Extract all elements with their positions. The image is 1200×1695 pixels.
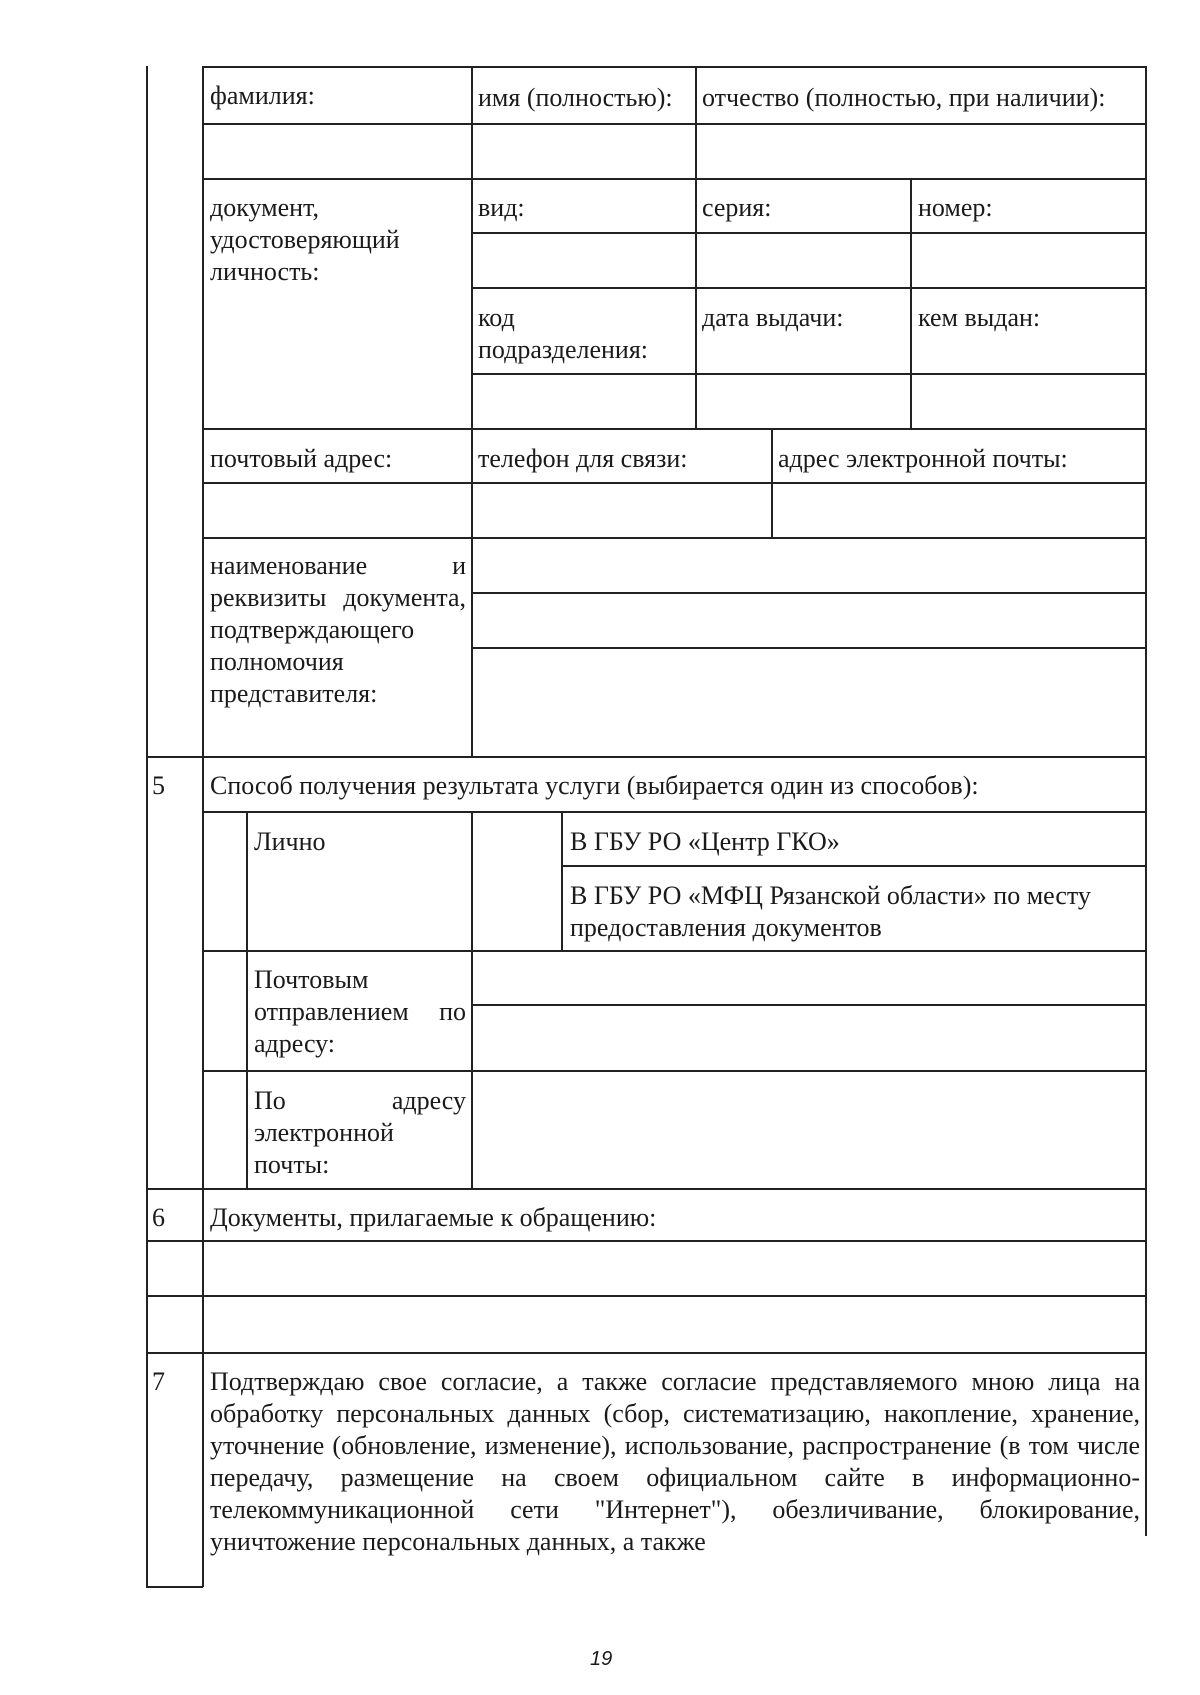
row-divider <box>561 865 1146 867</box>
option-center-label: В ГБУ РО «Центр ГКО» <box>570 827 840 856</box>
section-6-number: 6 <box>152 1203 165 1232</box>
postal-address-label: почтовый адрес: <box>210 444 393 473</box>
table-left-border <box>146 66 148 1587</box>
section-5-number: 5 <box>152 771 165 800</box>
section-divider <box>146 1352 1146 1354</box>
column-divider <box>246 811 248 1188</box>
doc-type-label: вид: <box>478 193 525 222</box>
id-document-label: документ, удостоверяющий личность: <box>210 193 400 286</box>
row-divider <box>471 592 1146 594</box>
row-divider <box>202 950 1146 952</box>
doc-number-label: номер: <box>918 193 993 222</box>
column-divider <box>471 66 473 756</box>
section-divider <box>146 1188 1146 1190</box>
by-email-label: По адресу электронной почты: <box>254 1086 466 1179</box>
surname-label: фамилия: <box>210 81 315 110</box>
section-5-title: Способ получения результата услуги (выбирается один из способов): <box>210 771 979 800</box>
issue-date-label: дата выдачи: <box>702 303 844 332</box>
row-divider <box>202 1070 1146 1072</box>
section-6-title: Документы, прилагаемые к обращению: <box>210 1203 657 1232</box>
section-7-number: 7 <box>152 1367 165 1396</box>
row-divider <box>202 178 1146 180</box>
option-mfc-label: В ГБУ РО «МФЦ Рязанской области» по месту предоставления документов <box>570 881 1091 942</box>
column-divider <box>910 178 912 428</box>
row-divider <box>202 482 1146 484</box>
issued-by-label: кем выдан: <box>918 303 1041 332</box>
column-divider <box>471 811 473 1188</box>
in-person-label: Лично <box>254 827 326 856</box>
row-divider <box>202 123 1146 125</box>
phone-label: телефон для связи: <box>478 444 688 473</box>
division-code-label: код подразделения: <box>478 303 649 364</box>
section-divider <box>146 756 1146 758</box>
email-label: адрес электронной почты: <box>778 444 1068 473</box>
name-label: имя (полностью): <box>478 83 673 112</box>
row-divider <box>471 373 1146 375</box>
authority-doc-label: наименование и реквизиты документа, подтверждающего полномочия представителя: <box>210 551 466 708</box>
row-divider <box>202 811 1146 813</box>
row-divider <box>471 647 1146 649</box>
row-divider <box>146 1240 1146 1242</box>
column-divider <box>695 66 697 428</box>
by-post-label: Почтовым отправлением по адресу: <box>254 965 466 1058</box>
row-divider <box>471 287 1146 289</box>
consent-paragraph: Подтверждаю свое согласие, а также согласие представляемого мною лица на обработку персональных данных (сбор, систематизацию, накопление, хранение, уточнение (обновление, изменение), использование, распространение (в том числе передачу, размещение на своем официальном сайте в информационно-телекоммуникационной сети "Интернет"), обезличивание, блокирование, уничтожение персональных данных, а также <box>210 1367 1140 1556</box>
page-number: 19 <box>590 1648 613 1670</box>
doc-series-label: серия: <box>702 193 772 222</box>
row-divider <box>471 232 1146 234</box>
row-divider <box>202 537 1146 539</box>
row-divider <box>146 1586 203 1588</box>
column-divider <box>561 811 563 950</box>
column-divider <box>771 428 773 537</box>
row-divider <box>471 1004 1146 1006</box>
row-divider <box>146 1295 1146 1297</box>
row-divider <box>202 66 1146 68</box>
number-column-border <box>202 66 204 1587</box>
row-divider <box>202 428 1146 430</box>
patronymic-label: отчество (полностью, при наличии): <box>702 83 1106 112</box>
